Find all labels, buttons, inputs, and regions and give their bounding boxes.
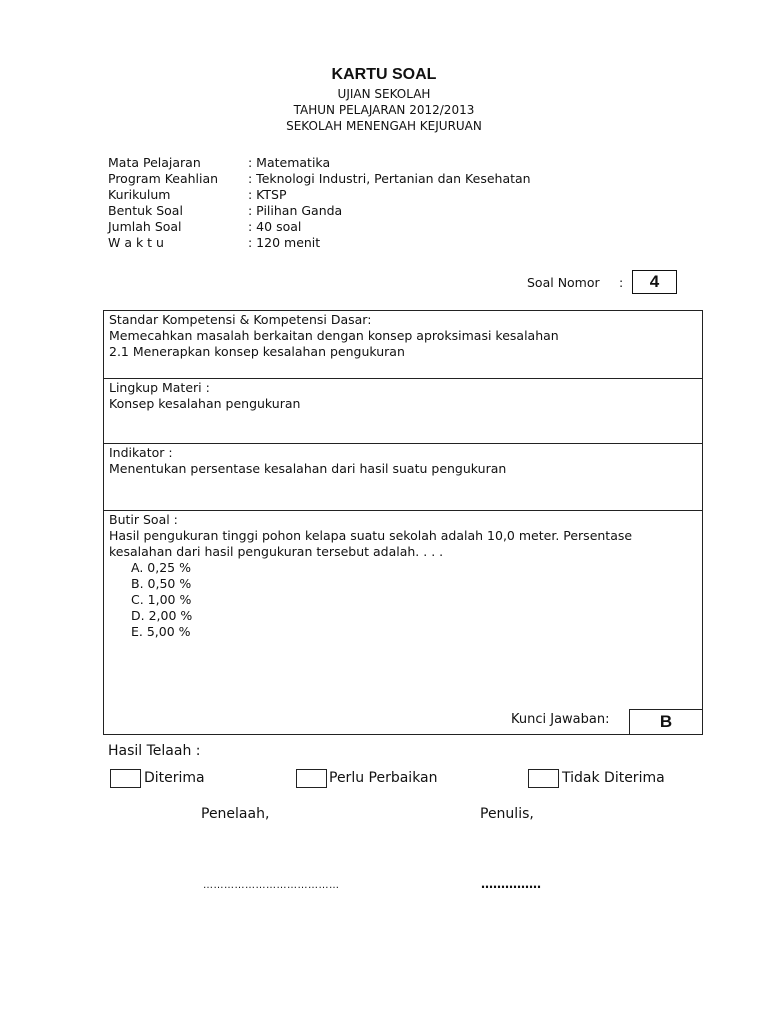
question-text-line: kesalahan dari hasil pengukuran tersebut adalah. . . . bbox=[109, 544, 444, 559]
info-label: Jumlah Soal bbox=[108, 219, 182, 234]
info-label: W a k t u bbox=[108, 235, 164, 250]
question-number-colon: : bbox=[619, 275, 624, 290]
indicator-text: Menentukan persentase kesalahan dari hasil suatu pengukuran bbox=[109, 461, 507, 476]
question-section bbox=[104, 511, 702, 733]
answer-options bbox=[109, 560, 702, 640]
needs-revision-label: Perlu Perbaikan bbox=[329, 770, 438, 786]
competency-heading: Standar Kompetensi & Kompetensi Dasar: bbox=[109, 312, 372, 327]
reviewer-signature-line: ………………………………… bbox=[203, 880, 340, 891]
info-row-subject bbox=[108, 155, 531, 171]
question-number-label: Soal Nomor bbox=[527, 275, 600, 290]
scope-heading: Lingkup Materi : bbox=[109, 380, 210, 395]
info-value: : Pilihan Ganda bbox=[248, 203, 343, 218]
info-value: : Matematika bbox=[248, 155, 331, 170]
scope-text: Konsep kesalahan pengukuran bbox=[109, 396, 301, 411]
option-a: A. 0,25 % bbox=[131, 560, 191, 575]
writer-label: Penulis, bbox=[480, 806, 534, 822]
answer-key-box: B bbox=[629, 709, 702, 734]
info-label: Mata Pelajaran bbox=[108, 155, 201, 170]
info-value: : 40 soal bbox=[248, 219, 302, 234]
exam-info bbox=[108, 155, 531, 251]
info-value: : Teknologi Industri, Pertanian dan Kesehatan bbox=[248, 171, 531, 186]
exam-name: UJIAN SEKOLAH bbox=[337, 87, 431, 101]
academic-year: TAHUN PELAJARAN 2012/2013 bbox=[293, 103, 475, 117]
accepted-label: Diterima bbox=[144, 770, 205, 786]
rejected-label: Tidak Diterima bbox=[562, 770, 665, 786]
indicator-heading: Indikator : bbox=[109, 445, 173, 460]
info-row-curriculum bbox=[108, 187, 531, 203]
school-type: SEKOLAH MENENGAH KEJURUAN bbox=[286, 119, 482, 133]
competency-section bbox=[104, 311, 702, 379]
info-value: : KTSP bbox=[248, 187, 287, 202]
info-label: Kurikulum bbox=[108, 187, 171, 202]
option-d: D. 2,00 % bbox=[131, 608, 193, 623]
rejected-checkbox[interactable] bbox=[528, 769, 559, 788]
review-result-heading: Hasil Telaah : bbox=[108, 743, 201, 759]
reviewer-label: Penelaah, bbox=[201, 806, 270, 822]
scope-section bbox=[104, 379, 702, 444]
question-heading: Butir Soal : bbox=[109, 512, 178, 527]
card-title: KARTU SOAL bbox=[331, 66, 437, 83]
question-card-table bbox=[103, 310, 703, 735]
basic-competency-text: 2.1 Menerapkan konsep kesalahan pengukuran bbox=[109, 344, 405, 359]
option-e: E. 5,00 % bbox=[131, 624, 191, 639]
info-row-question-count bbox=[108, 219, 531, 235]
competency-text: Memecahkan masalah berkaitan dengan konsep aproksimasi kesalahan bbox=[109, 328, 559, 343]
writer-signature-line: …………… bbox=[481, 877, 541, 891]
info-value: : 120 menit bbox=[248, 235, 321, 250]
answer-key-label: Kunci Jawaban: bbox=[511, 712, 610, 727]
info-label: Bentuk Soal bbox=[108, 203, 183, 218]
option-b: B. 0,50 % bbox=[131, 576, 192, 591]
question-text-line: Hasil pengukuran tinggi pohon kelapa suatu sekolah adalah 10,0 meter. Persentase bbox=[109, 528, 633, 543]
info-label: Program Keahlian bbox=[108, 171, 219, 186]
accepted-checkbox[interactable] bbox=[110, 769, 141, 788]
question-number-box: 4 bbox=[632, 270, 677, 294]
info-row-time bbox=[108, 235, 531, 251]
option-c: C. 1,00 % bbox=[131, 592, 192, 607]
needs-revision-checkbox[interactable] bbox=[296, 769, 327, 788]
info-row-question-form bbox=[108, 203, 531, 219]
indicator-section bbox=[104, 444, 702, 511]
info-row-program bbox=[108, 171, 531, 187]
